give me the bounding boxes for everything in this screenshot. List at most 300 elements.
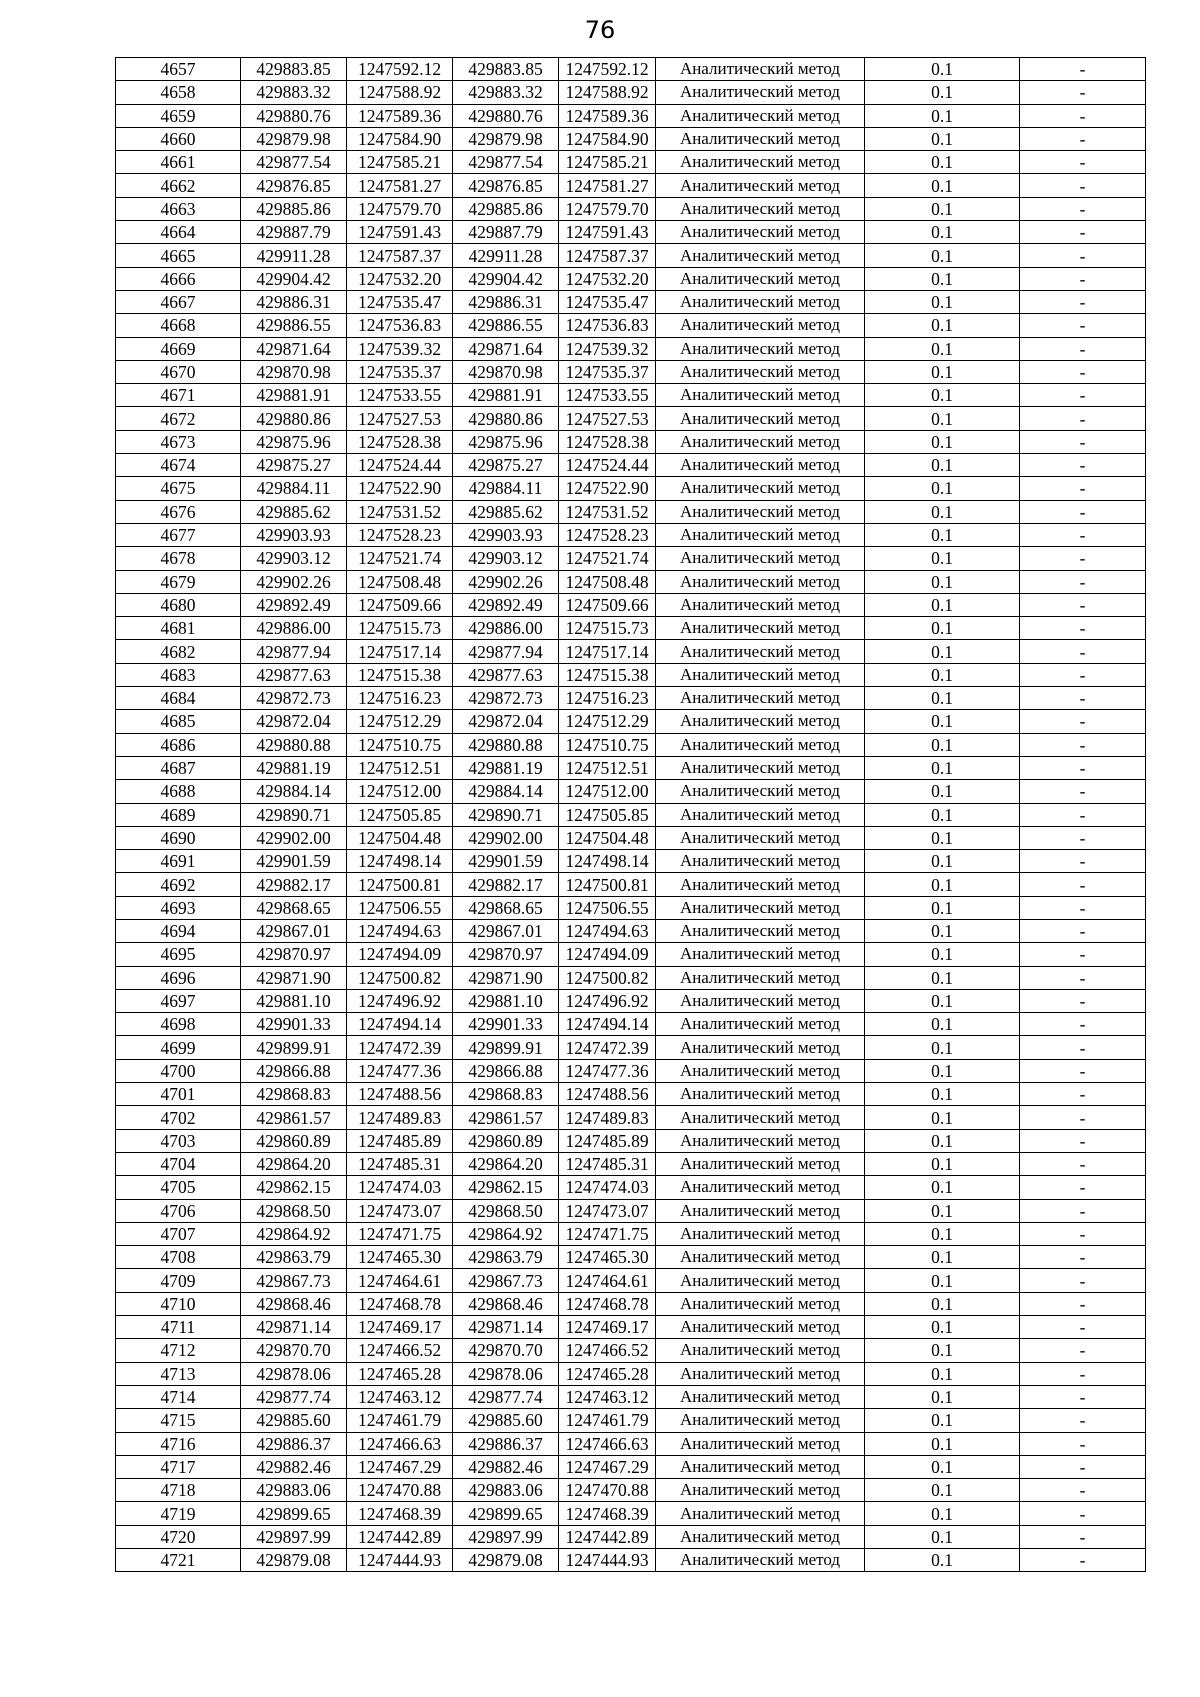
description-cell: - [1020, 547, 1146, 570]
x-existing-cell: 429871.14 [241, 1316, 347, 1339]
method-cell: Аналитический метод [656, 1152, 865, 1175]
accuracy-cell: 0.1 [865, 500, 1020, 523]
x-existing-cell: 429883.85 [241, 58, 347, 81]
method-cell: Аналитический метод [656, 1199, 865, 1222]
description-cell: - [1020, 58, 1146, 81]
x-new-cell: 429870.98 [453, 360, 559, 383]
accuracy-cell: 0.1 [865, 1269, 1020, 1292]
y-new-cell: 1247496.92 [559, 989, 656, 1012]
table-row [116, 337, 1146, 360]
x-new-cell: 429877.54 [453, 151, 559, 174]
accuracy-cell: 0.1 [865, 1385, 1020, 1408]
accuracy-cell: 0.1 [865, 1222, 1020, 1245]
x-new-cell: 429903.12 [453, 547, 559, 570]
accuracy-cell: 0.1 [865, 197, 1020, 220]
point-number-cell: 4718 [116, 1479, 241, 1502]
method-cell: Аналитический метод [656, 919, 865, 942]
x-new-cell: 429875.27 [453, 454, 559, 477]
y-existing-cell: 1247532.20 [347, 267, 453, 290]
accuracy-cell: 0.1 [865, 267, 1020, 290]
point-number-cell: 4700 [116, 1059, 241, 1082]
point-number-cell: 4668 [116, 314, 241, 337]
method-cell: Аналитический метод [656, 523, 865, 546]
x-new-cell: 429870.97 [453, 943, 559, 966]
y-new-cell: 1247584.90 [559, 127, 656, 150]
y-new-cell: 1247442.89 [559, 1525, 656, 1548]
accuracy-cell: 0.1 [865, 710, 1020, 733]
method-cell: Аналитический метод [656, 127, 865, 150]
x-existing-cell: 429870.70 [241, 1339, 347, 1362]
x-new-cell: 429867.73 [453, 1269, 559, 1292]
y-new-cell: 1247468.78 [559, 1292, 656, 1315]
accuracy-cell: 0.1 [865, 1316, 1020, 1339]
table-row [116, 244, 1146, 267]
method-cell: Аналитический метод [656, 1479, 865, 1502]
y-new-cell: 1247528.38 [559, 430, 656, 453]
x-new-cell: 429872.73 [453, 687, 559, 710]
description-cell: - [1020, 1292, 1146, 1315]
description-cell: - [1020, 570, 1146, 593]
description-cell: - [1020, 1269, 1146, 1292]
x-existing-cell: 429886.31 [241, 290, 347, 313]
y-new-cell: 1247463.12 [559, 1385, 656, 1408]
accuracy-cell: 0.1 [865, 221, 1020, 244]
point-number-cell: 4681 [116, 617, 241, 640]
y-new-cell: 1247524.44 [559, 454, 656, 477]
table-row [116, 826, 1146, 849]
accuracy-cell: 0.1 [865, 1036, 1020, 1059]
y-existing-cell: 1247528.23 [347, 523, 453, 546]
y-new-cell: 1247581.27 [559, 174, 656, 197]
x-new-cell: 429886.55 [453, 314, 559, 337]
description-cell: - [1020, 1222, 1146, 1245]
y-new-cell: 1247494.14 [559, 1013, 656, 1036]
x-existing-cell: 429886.55 [241, 314, 347, 337]
point-number-cell: 4682 [116, 640, 241, 663]
accuracy-cell: 0.1 [865, 1106, 1020, 1129]
accuracy-cell: 0.1 [865, 384, 1020, 407]
table-row [116, 756, 1146, 779]
point-number-cell: 4713 [116, 1362, 241, 1385]
table-row [116, 710, 1146, 733]
y-new-cell: 1247488.56 [559, 1083, 656, 1106]
description-cell: - [1020, 873, 1146, 896]
y-new-cell: 1247444.93 [559, 1549, 656, 1572]
y-existing-cell: 1247531.52 [347, 500, 453, 523]
table-row [116, 1152, 1146, 1175]
x-existing-cell: 429868.50 [241, 1199, 347, 1222]
x-new-cell: 429883.06 [453, 1479, 559, 1502]
x-new-cell: 429902.00 [453, 826, 559, 849]
accuracy-cell: 0.1 [865, 104, 1020, 127]
x-existing-cell: 429890.71 [241, 803, 347, 826]
y-existing-cell: 1247528.38 [347, 430, 453, 453]
method-cell: Аналитический метод [656, 1316, 865, 1339]
point-number-cell: 4670 [116, 360, 241, 383]
table-row [116, 919, 1146, 942]
y-existing-cell: 1247465.30 [347, 1246, 453, 1269]
x-new-cell: 429867.01 [453, 919, 559, 942]
x-new-cell: 429903.93 [453, 523, 559, 546]
table-row [116, 1479, 1146, 1502]
y-existing-cell: 1247485.89 [347, 1129, 453, 1152]
description-cell: - [1020, 850, 1146, 873]
table-row [116, 1246, 1146, 1269]
accuracy-cell: 0.1 [865, 1129, 1020, 1152]
x-new-cell: 429904.42 [453, 267, 559, 290]
accuracy-cell: 0.1 [865, 966, 1020, 989]
x-existing-cell: 429886.00 [241, 617, 347, 640]
x-new-cell: 429899.91 [453, 1036, 559, 1059]
accuracy-cell: 0.1 [865, 1479, 1020, 1502]
y-existing-cell: 1247592.12 [347, 58, 453, 81]
description-cell: - [1020, 523, 1146, 546]
table-row [116, 687, 1146, 710]
accuracy-cell: 0.1 [865, 1083, 1020, 1106]
x-new-cell: 429882.17 [453, 873, 559, 896]
point-number-cell: 4680 [116, 593, 241, 616]
accuracy-cell: 0.1 [865, 1362, 1020, 1385]
x-existing-cell: 429880.86 [241, 407, 347, 430]
accuracy-cell: 0.1 [865, 593, 1020, 616]
table-row [116, 663, 1146, 686]
y-existing-cell: 1247512.51 [347, 756, 453, 779]
y-existing-cell: 1247498.14 [347, 850, 453, 873]
method-cell: Аналитический метод [656, 733, 865, 756]
accuracy-cell: 0.1 [865, 407, 1020, 430]
table-row [116, 850, 1146, 873]
y-existing-cell: 1247442.89 [347, 1525, 453, 1548]
description-cell: - [1020, 989, 1146, 1012]
x-new-cell: 429892.49 [453, 593, 559, 616]
accuracy-cell: 0.1 [865, 896, 1020, 919]
y-existing-cell: 1247500.81 [347, 873, 453, 896]
x-existing-cell: 429872.73 [241, 687, 347, 710]
y-existing-cell: 1247470.88 [347, 1479, 453, 1502]
point-number-cell: 4678 [116, 547, 241, 570]
y-new-cell: 1247477.36 [559, 1059, 656, 1082]
y-existing-cell: 1247509.66 [347, 593, 453, 616]
point-number-cell: 4721 [116, 1549, 241, 1572]
x-new-cell: 429881.91 [453, 384, 559, 407]
table-row [116, 733, 1146, 756]
method-cell: Аналитический метод [656, 500, 865, 523]
y-existing-cell: 1247471.75 [347, 1222, 453, 1245]
x-new-cell: 429880.86 [453, 407, 559, 430]
method-cell: Аналитический метод [656, 1362, 865, 1385]
table-row [116, 477, 1146, 500]
y-existing-cell: 1247473.07 [347, 1199, 453, 1222]
y-existing-cell: 1247535.47 [347, 290, 453, 313]
accuracy-cell: 0.1 [865, 1339, 1020, 1362]
method-cell: Аналитический метод [656, 1013, 865, 1036]
point-number-cell: 4663 [116, 197, 241, 220]
y-new-cell: 1247506.55 [559, 896, 656, 919]
x-new-cell: 429883.32 [453, 81, 559, 104]
point-number-cell: 4707 [116, 1222, 241, 1245]
x-new-cell: 429860.89 [453, 1129, 559, 1152]
description-cell: - [1020, 780, 1146, 803]
y-existing-cell: 1247463.12 [347, 1385, 453, 1408]
description-cell: - [1020, 896, 1146, 919]
point-number-cell: 4692 [116, 873, 241, 896]
y-existing-cell: 1247496.92 [347, 989, 453, 1012]
y-existing-cell: 1247510.75 [347, 733, 453, 756]
y-new-cell: 1247531.52 [559, 500, 656, 523]
table-row [116, 1502, 1146, 1525]
y-existing-cell: 1247489.83 [347, 1106, 453, 1129]
point-number-cell: 4704 [116, 1152, 241, 1175]
method-cell: Аналитический метод [656, 1129, 865, 1152]
y-new-cell: 1247532.20 [559, 267, 656, 290]
x-new-cell: 429876.85 [453, 174, 559, 197]
y-new-cell: 1247522.90 [559, 477, 656, 500]
x-new-cell: 429902.26 [453, 570, 559, 593]
point-number-cell: 4697 [116, 989, 241, 1012]
x-existing-cell: 429867.73 [241, 1269, 347, 1292]
point-number-cell: 4687 [116, 756, 241, 779]
point-number-cell: 4679 [116, 570, 241, 593]
method-cell: Аналитический метод [656, 640, 865, 663]
x-new-cell: 429884.11 [453, 477, 559, 500]
x-existing-cell: 429877.54 [241, 151, 347, 174]
y-new-cell: 1247585.21 [559, 151, 656, 174]
x-new-cell: 429885.60 [453, 1409, 559, 1432]
y-existing-cell: 1247539.32 [347, 337, 453, 360]
description-cell: - [1020, 1385, 1146, 1408]
table-row [116, 384, 1146, 407]
accuracy-cell: 0.1 [865, 570, 1020, 593]
method-cell: Аналитический метод [656, 267, 865, 290]
x-new-cell: 429885.62 [453, 500, 559, 523]
y-new-cell: 1247467.29 [559, 1455, 656, 1478]
accuracy-cell: 0.1 [865, 780, 1020, 803]
y-existing-cell: 1247517.14 [347, 640, 453, 663]
point-number-cell: 4714 [116, 1385, 241, 1408]
x-new-cell: 429886.00 [453, 617, 559, 640]
x-new-cell: 429861.57 [453, 1106, 559, 1129]
accuracy-cell: 0.1 [865, 1176, 1020, 1199]
point-number-cell: 4720 [116, 1525, 241, 1548]
table-row [116, 966, 1146, 989]
y-existing-cell: 1247508.48 [347, 570, 453, 593]
point-number-cell: 4703 [116, 1129, 241, 1152]
point-number-cell: 4658 [116, 81, 241, 104]
method-cell: Аналитический метод [656, 896, 865, 919]
x-existing-cell: 429903.12 [241, 547, 347, 570]
y-new-cell: 1247494.63 [559, 919, 656, 942]
x-new-cell: 429884.14 [453, 780, 559, 803]
point-number-cell: 4661 [116, 151, 241, 174]
point-number-cell: 4690 [116, 826, 241, 849]
description-cell: - [1020, 1036, 1146, 1059]
y-new-cell: 1247471.75 [559, 1222, 656, 1245]
description-cell: - [1020, 1479, 1146, 1502]
description-cell: - [1020, 710, 1146, 733]
accuracy-cell: 0.1 [865, 58, 1020, 81]
y-new-cell: 1247505.85 [559, 803, 656, 826]
method-cell: Аналитический метод [656, 174, 865, 197]
accuracy-cell: 0.1 [865, 1059, 1020, 1082]
x-existing-cell: 429875.27 [241, 454, 347, 477]
method-cell: Аналитический метод [656, 1502, 865, 1525]
y-new-cell: 1247515.38 [559, 663, 656, 686]
method-cell: Аналитический метод [656, 1549, 865, 1572]
x-existing-cell: 429864.92 [241, 1222, 347, 1245]
x-existing-cell: 429871.90 [241, 966, 347, 989]
description-cell: - [1020, 593, 1146, 616]
x-existing-cell: 429885.60 [241, 1409, 347, 1432]
point-number-cell: 4659 [116, 104, 241, 127]
x-new-cell: 429885.86 [453, 197, 559, 220]
x-new-cell: 429886.31 [453, 290, 559, 313]
method-cell: Аналитический метод [656, 197, 865, 220]
table-row [116, 570, 1146, 593]
point-number-cell: 4669 [116, 337, 241, 360]
y-existing-cell: 1247581.27 [347, 174, 453, 197]
description-cell: - [1020, 314, 1146, 337]
x-existing-cell: 429879.08 [241, 1549, 347, 1572]
accuracy-cell: 0.1 [865, 1549, 1020, 1572]
description-cell: - [1020, 1176, 1146, 1199]
y-existing-cell: 1247588.92 [347, 81, 453, 104]
x-new-cell: 429868.83 [453, 1083, 559, 1106]
point-number-cell: 4665 [116, 244, 241, 267]
x-new-cell: 429880.76 [453, 104, 559, 127]
accuracy-cell: 0.1 [865, 850, 1020, 873]
description-cell: - [1020, 244, 1146, 267]
table-row [116, 1176, 1146, 1199]
x-new-cell: 429879.08 [453, 1549, 559, 1572]
point-number-cell: 4693 [116, 896, 241, 919]
method-cell: Аналитический метод [656, 384, 865, 407]
x-existing-cell: 429878.06 [241, 1362, 347, 1385]
y-existing-cell: 1247466.52 [347, 1339, 453, 1362]
point-number-cell: 4702 [116, 1106, 241, 1129]
method-cell: Аналитический метод [656, 989, 865, 1012]
y-new-cell: 1247528.23 [559, 523, 656, 546]
description-cell: - [1020, 477, 1146, 500]
y-existing-cell: 1247589.36 [347, 104, 453, 127]
table-row [116, 290, 1146, 313]
x-existing-cell: 429877.74 [241, 1385, 347, 1408]
y-new-cell: 1247533.55 [559, 384, 656, 407]
point-number-cell: 4672 [116, 407, 241, 430]
method-cell: Аналитический метод [656, 663, 865, 686]
point-number-cell: 4684 [116, 687, 241, 710]
description-cell: - [1020, 290, 1146, 313]
method-cell: Аналитический метод [656, 337, 865, 360]
x-existing-cell: 429902.00 [241, 826, 347, 849]
accuracy-cell: 0.1 [865, 943, 1020, 966]
description-cell: - [1020, 826, 1146, 849]
accuracy-cell: 0.1 [865, 244, 1020, 267]
y-new-cell: 1247500.82 [559, 966, 656, 989]
description-cell: - [1020, 1083, 1146, 1106]
method-cell: Аналитический метод [656, 360, 865, 383]
coordinates-table [115, 57, 1146, 1572]
method-cell: Аналитический метод [656, 966, 865, 989]
description-cell: - [1020, 454, 1146, 477]
method-cell: Аналитический метод [656, 1059, 865, 1082]
description-cell: - [1020, 1013, 1146, 1036]
description-cell: - [1020, 384, 1146, 407]
x-existing-cell: 429875.96 [241, 430, 347, 453]
y-new-cell: 1247473.07 [559, 1199, 656, 1222]
table-row [116, 1199, 1146, 1222]
y-existing-cell: 1247488.56 [347, 1083, 453, 1106]
accuracy-cell: 0.1 [865, 81, 1020, 104]
accuracy-cell: 0.1 [865, 1455, 1020, 1478]
y-existing-cell: 1247585.21 [347, 151, 453, 174]
description-cell: - [1020, 617, 1146, 640]
y-new-cell: 1247512.00 [559, 780, 656, 803]
method-cell: Аналитический метод [656, 244, 865, 267]
method-cell: Аналитический метод [656, 617, 865, 640]
x-new-cell: 429868.46 [453, 1292, 559, 1315]
x-existing-cell: 429886.37 [241, 1432, 347, 1455]
point-number-cell: 4671 [116, 384, 241, 407]
method-cell: Аналитический метод [656, 1083, 865, 1106]
method-cell: Аналитический метод [656, 687, 865, 710]
point-number-cell: 4699 [116, 1036, 241, 1059]
description-cell: - [1020, 640, 1146, 663]
method-cell: Аналитический метод [656, 756, 865, 779]
x-existing-cell: 429877.94 [241, 640, 347, 663]
y-existing-cell: 1247469.17 [347, 1316, 453, 1339]
y-new-cell: 1247539.32 [559, 337, 656, 360]
method-cell: Аналитический метод [656, 1222, 865, 1245]
description-cell: - [1020, 966, 1146, 989]
method-cell: Аналитический метод [656, 826, 865, 849]
accuracy-cell: 0.1 [865, 617, 1020, 640]
table-row [116, 174, 1146, 197]
table-row [116, 407, 1146, 430]
accuracy-cell: 0.1 [865, 1013, 1020, 1036]
description-cell: - [1020, 687, 1146, 710]
y-new-cell: 1247591.43 [559, 221, 656, 244]
x-existing-cell: 429866.88 [241, 1059, 347, 1082]
accuracy-cell: 0.1 [865, 803, 1020, 826]
x-existing-cell: 429881.19 [241, 756, 347, 779]
x-new-cell: 429870.70 [453, 1339, 559, 1362]
description-cell: - [1020, 267, 1146, 290]
y-new-cell: 1247587.37 [559, 244, 656, 267]
table-row [116, 221, 1146, 244]
x-existing-cell: 429864.20 [241, 1152, 347, 1175]
y-new-cell: 1247508.48 [559, 570, 656, 593]
description-cell: - [1020, 1152, 1146, 1175]
table-row [116, 989, 1146, 1012]
accuracy-cell: 0.1 [865, 127, 1020, 150]
table-row [116, 617, 1146, 640]
table-row [116, 1362, 1146, 1385]
y-existing-cell: 1247500.82 [347, 966, 453, 989]
point-number-cell: 4695 [116, 943, 241, 966]
accuracy-cell: 0.1 [865, 454, 1020, 477]
point-number-cell: 4660 [116, 127, 241, 150]
description-cell: - [1020, 803, 1146, 826]
x-existing-cell: 429860.89 [241, 1129, 347, 1152]
x-new-cell: 429890.71 [453, 803, 559, 826]
point-number-cell: 4688 [116, 780, 241, 803]
point-number-cell: 4675 [116, 477, 241, 500]
method-cell: Аналитический метод [656, 570, 865, 593]
description-cell: - [1020, 1549, 1146, 1572]
description-cell: - [1020, 1525, 1146, 1548]
y-new-cell: 1247579.70 [559, 197, 656, 220]
table-row [116, 454, 1146, 477]
